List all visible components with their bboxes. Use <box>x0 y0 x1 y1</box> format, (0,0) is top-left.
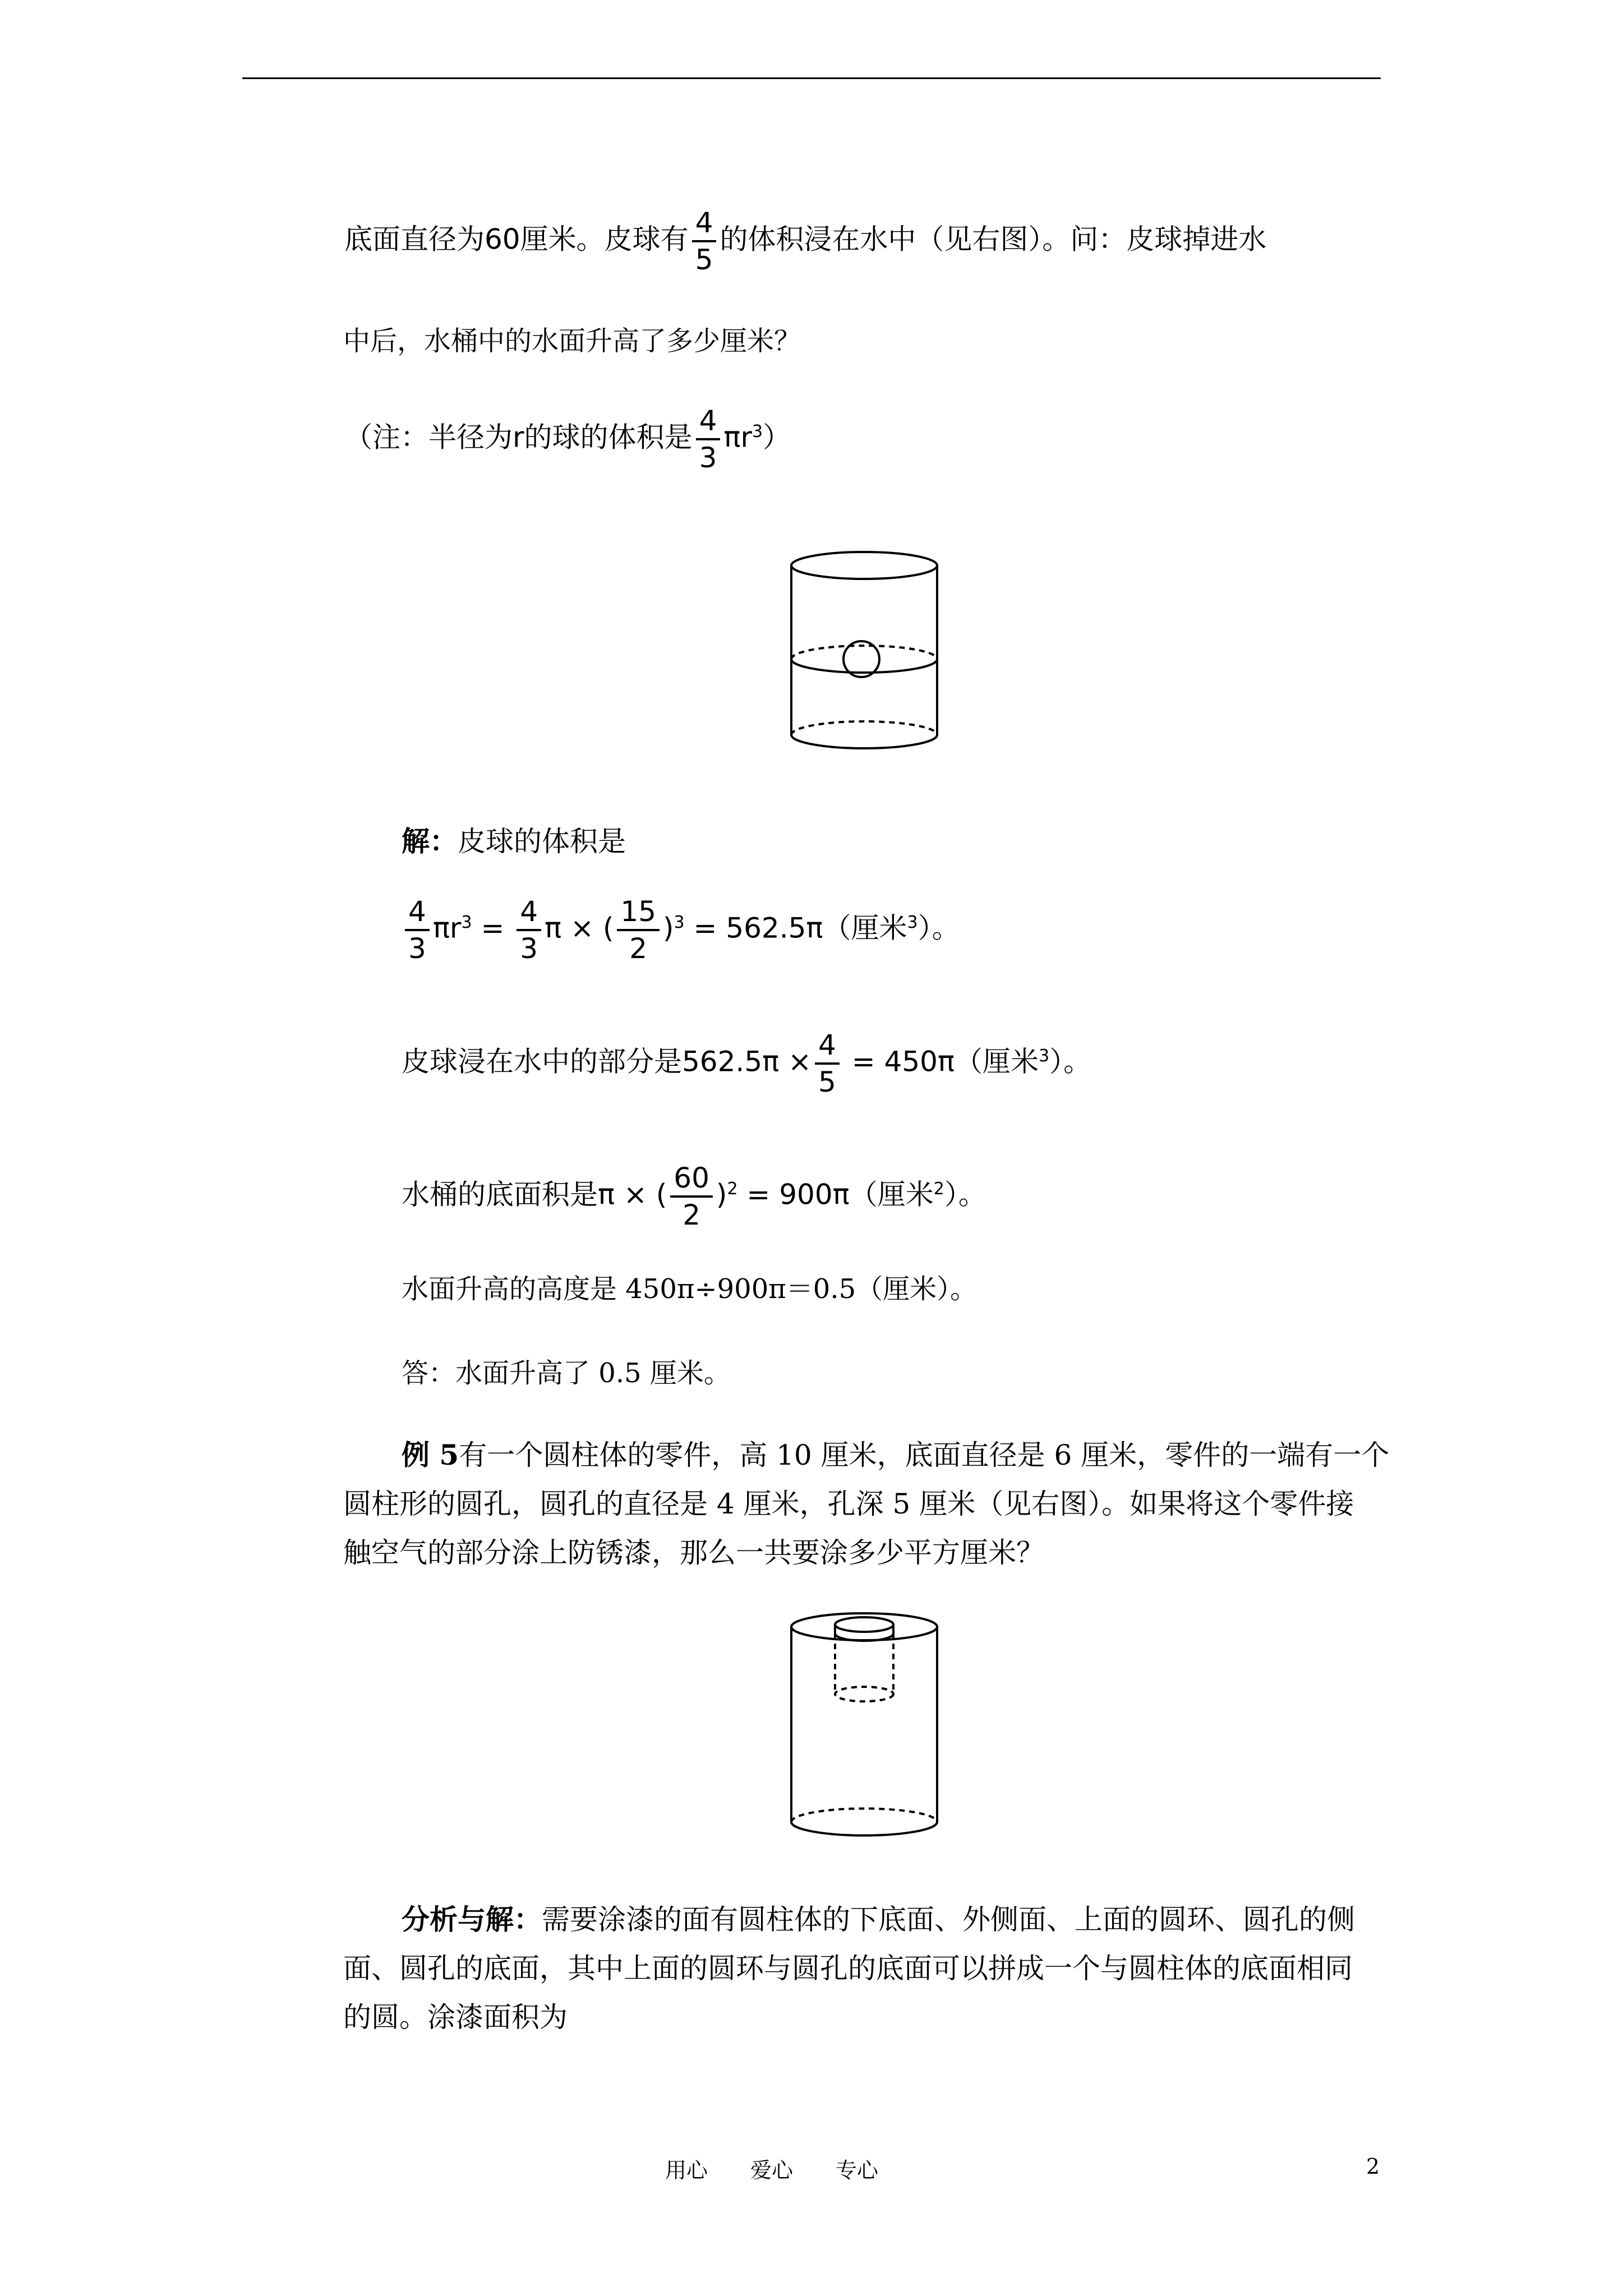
footer-text: 用心 爱心 专心 <box>665 2158 879 2183</box>
example-5-paragraph: 例 5有一个圆柱体的零件，高 10 厘米，底面直径是 6 厘米，零件的一端有一个 圆柱形的圆孔，圆孔的直径是 4 厘米，孔深 5 厘米（见右图）。如果将这个零件接 触空气的部分涂上防锈漆，那么一共要涂多少平方厘米？ <box>343 1438 1390 1569</box>
example-5-label: 例 5 <box>402 1438 459 1471</box>
analysis-paragraph: 分析与解：需要涂漆的面有圆柱体的下底面、外侧面、上面的圆环、圆孔的侧 面、圆孔的底面，其中上面的圆环与圆孔的底面可以拼成一个与圆柱体的底面相同 的圆。涂漆面积为 <box>343 1903 1355 2033</box>
problem-line-2: 中后，水桶中的水面升高了多少厘米？ <box>343 325 801 357</box>
equation-base-area: 水桶的底面积是π × ( $\frac{60}{2}$ )$^2$ = 900π（厘米$^2$）。 <box>402 1162 986 1231</box>
problem-line-1: 底面直径为60厘米。皮球有 $\frac{4}{5}$ 的体积浸在水中（见右图）。问：皮球掉进水 <box>344 206 1267 276</box>
equation-ball-volume: $\frac{4}{3}$ $\pi r^3$ = $\frac{4}{3}$ π × ( $\frac{15}{2}$ )$^3$ = 562.5π（厘米$^3$）。 <box>402 898 960 963</box>
cylinder-ball-figure-icon <box>783 550 946 757</box>
header-rule <box>242 77 1381 79</box>
equation-submerged-part: 皮球浸在水中的部分是562.5π × $\frac{4}{5}$ = 450π（厘米$^3$）。 <box>402 1029 1092 1098</box>
page-number: 2 <box>1366 2154 1380 2179</box>
solution-intro: 解：皮球的体积是 <box>402 825 626 858</box>
answer-line: 答：水面升高了 0.5 厘米。 <box>402 1358 731 1389</box>
note-line: （注：半径为r的球的体积是 $\frac{4}{3}$ $\pi r^3$） <box>344 404 791 474</box>
height-line: 水面升高的高度是 450π÷900π＝0.5（厘米）。 <box>402 1273 978 1305</box>
analysis-label: 分析与解： <box>402 1903 542 1936</box>
cylinder-hole-figure-icon <box>783 1610 946 1846</box>
